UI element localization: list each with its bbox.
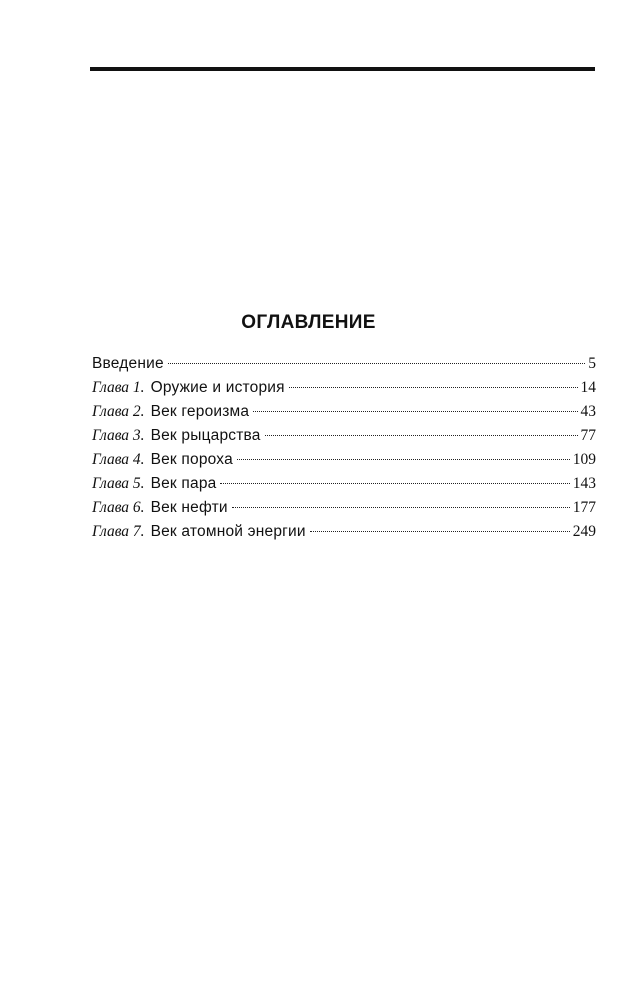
dot-leader xyxy=(220,483,569,484)
page-number: 5 xyxy=(588,355,596,372)
page-number: 249 xyxy=(572,523,596,540)
chapter-number: Глава 5. xyxy=(92,475,145,492)
chapter-number: Глава 1. xyxy=(92,379,145,396)
dot-leader xyxy=(265,435,578,436)
dot-leader xyxy=(289,387,578,388)
chapter-title: Век пороха xyxy=(150,451,233,468)
toc-entry-chapter-7[interactable] xyxy=(92,520,596,544)
chapter-title: Век нефти xyxy=(150,499,228,516)
toc-entry-chapter-3[interactable] xyxy=(92,424,596,448)
toc-entry-chapter-1[interactable] xyxy=(92,376,596,400)
page-title: ОГЛАВЛЕНИЕ xyxy=(241,312,376,333)
dot-leader xyxy=(168,363,585,364)
toc-entry-chapter-2[interactable] xyxy=(92,400,596,424)
chapter-number: Глава 3. xyxy=(92,427,145,444)
toc-entry-chapter-6[interactable] xyxy=(92,496,596,520)
chapter-title: Век рыцарства xyxy=(150,427,261,444)
page-number: 109 xyxy=(572,451,596,468)
page-number: 143 xyxy=(572,475,596,492)
dot-leader xyxy=(253,411,577,412)
chapter-title: Введение xyxy=(92,355,164,372)
chapter-title: Век пара xyxy=(150,475,217,492)
page-number: 14 xyxy=(580,379,596,396)
dot-leader xyxy=(237,459,570,460)
page-number: 77 xyxy=(580,427,596,444)
toc-entry-chapter-4[interactable] xyxy=(92,448,596,472)
chapter-number: Глава 7. xyxy=(92,523,145,540)
chapter-title: Оружие и история xyxy=(150,379,285,396)
header-rule xyxy=(90,67,595,71)
toc-entry-introduction[interactable] xyxy=(92,352,596,376)
toc-entry-chapter-5[interactable] xyxy=(92,472,596,496)
chapter-number: Глава 4. xyxy=(92,451,145,468)
dot-leader xyxy=(232,507,570,508)
chapter-number: Глава 2. xyxy=(92,403,145,420)
chapter-title: Век героизма xyxy=(150,403,250,420)
table-of-contents xyxy=(92,352,596,544)
page-number: 177 xyxy=(572,499,596,516)
dot-leader xyxy=(310,531,570,532)
chapter-number: Глава 6. xyxy=(92,499,145,516)
page-number: 43 xyxy=(580,403,596,420)
chapter-title: Век атомной энергии xyxy=(150,523,306,540)
